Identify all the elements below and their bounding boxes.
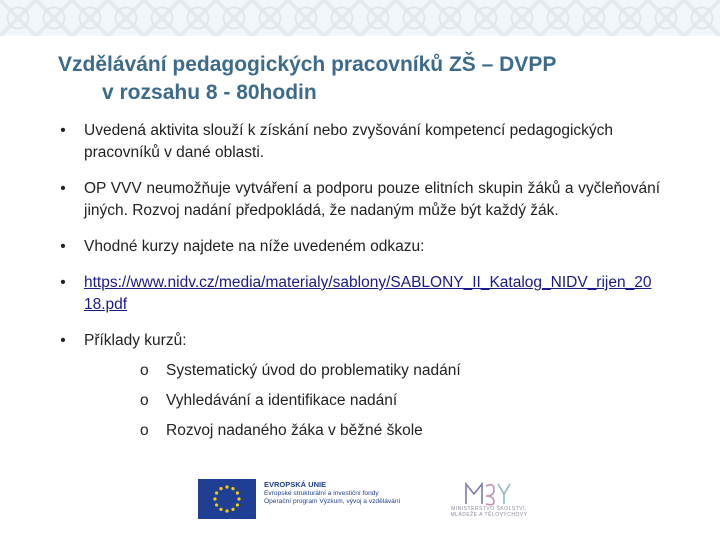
bullet-item bbox=[56, 272, 660, 316]
sub-bullet-icon: o bbox=[140, 362, 149, 379]
title-line-2: v rozsahu 8 - 80hodin bbox=[102, 81, 317, 104]
eu-heading: EVROPSKÁ UNIE bbox=[264, 480, 327, 489]
eu-flag-icon bbox=[198, 479, 256, 519]
bullet-icon: • bbox=[60, 122, 66, 139]
bullet-item bbox=[56, 236, 660, 258]
eu-line-2: Operační program Výzkum, vývoj a vzdělávání bbox=[264, 498, 401, 505]
bullet-icon: • bbox=[60, 274, 66, 291]
footer-logos bbox=[196, 476, 536, 522]
sub-list-item bbox=[84, 420, 660, 442]
bullet-text: Příklady kurzů: bbox=[84, 332, 187, 349]
bullet-text: Vhodné kurzy najdete na níže uvedeném odkazu: bbox=[84, 238, 425, 255]
bullet-item bbox=[56, 120, 660, 164]
bullet-item bbox=[56, 178, 660, 222]
bullet-text: OP VVV neumožňuje vytváření a podporu pouze elitních skupin žáků a vyčleňování jiných. Rozvoj nadání předpokládá, že nadaným může být každý žák. bbox=[84, 180, 660, 219]
slide-title bbox=[58, 51, 678, 107]
example-text: Rozvoj nadaného žáka v běžné škole bbox=[166, 422, 423, 439]
title-line-1: Vzdělávání pedagogických pracovníků ZŠ – DVPP bbox=[58, 53, 557, 76]
catalog-link[interactable]: https://www.nidv.cz/media/materialy/sablony/SABLONY_II_Katalog_NIDV_rijen_2018.pdf bbox=[84, 274, 652, 313]
sub-list-item bbox=[84, 360, 660, 382]
header-pattern bbox=[0, 0, 720, 36]
eu-caption bbox=[264, 481, 440, 507]
example-text: Vyhledávání a identifikace nadání bbox=[166, 392, 398, 409]
sub-list-item bbox=[84, 390, 660, 412]
example-text: Systematický úvod do problematiky nadání bbox=[166, 362, 461, 379]
bullet-icon: • bbox=[60, 332, 66, 349]
eu-line-1: Evropské strukturální a investiční fondy bbox=[264, 489, 379, 497]
slide-content bbox=[56, 120, 660, 456]
bullet-item bbox=[56, 330, 660, 442]
bullet-text: Uvedená aktivita slouží k získání nebo zvyšování kompetencí pedagogických pracovníků v dané oblasti. bbox=[84, 122, 614, 161]
sub-bullet-icon: o bbox=[140, 422, 149, 439]
msmt-caption: MINISTERSTVO ŠKOLSTVÍ, MLÁDEŽE A TĚLOVÝCHOVY bbox=[450, 506, 528, 518]
bullet-icon: • bbox=[60, 180, 66, 197]
sub-bullet-icon: o bbox=[140, 392, 149, 409]
bullet-icon: • bbox=[60, 238, 66, 255]
